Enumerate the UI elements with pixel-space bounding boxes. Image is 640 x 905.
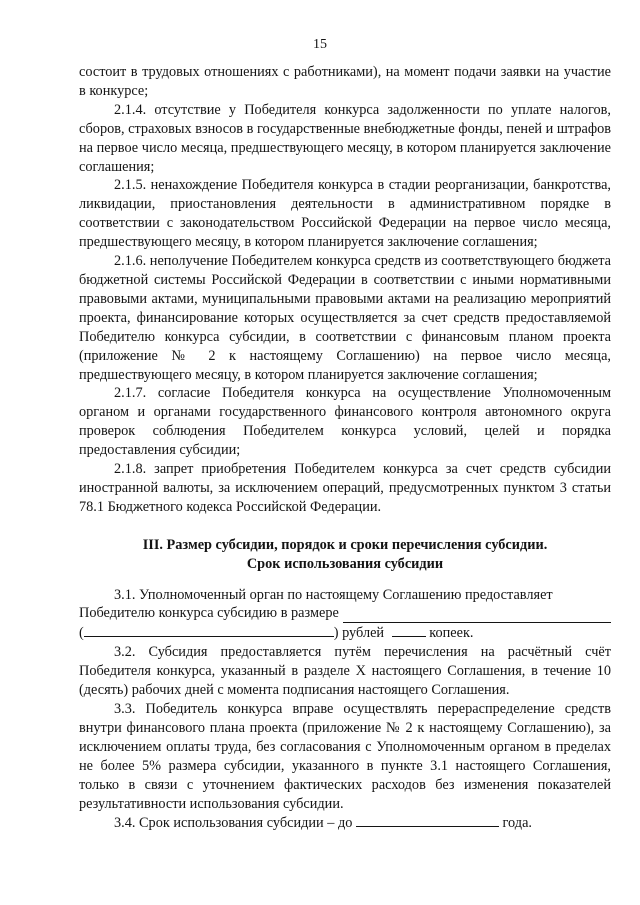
- paragraph-2-1-5: 2.1.5. ненахождение Победителя конкурса в стадии реорганизации, банкротства, ликвидации, приостановления деятельности в административном порядке в соответствии с законодательством Российской Федерации на первое число месяца, предшествующего месяцу, в котором планируется заключение соглашения;: [79, 177, 611, 251]
- year-label: года.: [502, 815, 532, 832]
- paragraph-3-1: 3.1. Уполномоченный орган по настоящему Соглашению предоставляет: [114, 586, 553, 603]
- paragraph-continuation: состоит в трудовых отношениях с работниками), на момент подачи заявки на участие в конкурсе;: [79, 64, 611, 99]
- paragraph-3-2: 3.2. Субсидия предоставляется путём перечисления на расчётный счёт Победителя конкурса, указанный в разделе X настоящего Соглашения, в течение 10 (десять) рабочих дней с момента подписания настоящего Соглашения.: [79, 644, 611, 699]
- paragraph-2-1-4: 2.1.4. отсутствие у Победителя конкурса задолженности по уплате налогов, сборов, страховых взносов в государственные внебюджетные фонды, пеней и штрафов на первое число месяца, предшествующего месяцу, в котором планируется заключение соглашения;: [79, 101, 611, 175]
- paragraph-2-1-6: 2.1.6. неполучение Победителем конкурса средств из соответствующего бюджета бюджетной системы Российской Федерации в соответствии с иными нормативными правовыми актами, муниципальными правовыми актами на реализацию мероприятий проекта, финансирование которых осуществляется за счет средств предоставляемой Победителю конкурса субсидии, в соответствии с финансовым планом проекта (приложение № 2 к настоящему Соглашению) на первое число месяца, предшествующего месяцу, в котором планируется заключение соглашения;: [79, 253, 611, 383]
- term-date-blank[interactable]: [356, 813, 499, 827]
- open-paren: (: [79, 625, 84, 642]
- subsidy-amount-line: [79, 604, 611, 623]
- paragraph-2-1-7: 2.1.7. согласие Победителя конкурса на осуществление Уполномоченным органом и органами государственного финансового контроля автономного округа проверок соблюдения Победителем конкурса условий, целей и порядка предоставления субсидии;: [79, 385, 611, 459]
- subsidy-amount-blank[interactable]: [343, 609, 611, 623]
- paragraph-2-1-8: 2.1.8. запрет приобретения Победителем конкурса за счет средств субсидии иностранной валюты, за исключением операций, предусмотренных пунктом 3 статьи 78.1 Бюджетного кодекса Российской Федерации.: [79, 461, 611, 515]
- subsidy-amount-label: Победителю конкурса субсидию в размере: [79, 605, 339, 622]
- paragraph-3-3: 3.3. Победитель конкурса вправе осуществлять перераспределение средств внутри финансового плана проекта (приложение № 2 к настоящему Соглашению), за исключением оплаты труда, без согласования с Уполномоченным органом в пределах не более 5% размера субсидии, указанного в пункте 3.1 настоящего Соглашения, только в связи с уточнением фактических расходов без изменения показателей результативности использования субсидии.: [79, 701, 611, 812]
- subsidy-amount-words-blank[interactable]: [84, 623, 334, 637]
- document-body: [79, 63, 611, 833]
- section-3-heading: [79, 536, 611, 574]
- section-3-heading-line2: Срок использования субсидии: [246, 555, 444, 572]
- kopecks-label: копеек.: [429, 625, 474, 642]
- term-label: 3.4. Срок использования субсидии – до: [114, 815, 353, 832]
- page-number: 15: [313, 37, 327, 52]
- rubles-label: ) рублей: [333, 625, 385, 642]
- section-3-heading-line1: III. Размер субсидии, порядок и сроки перечисления субсидии.: [142, 536, 548, 553]
- paragraph-3-4: [79, 813, 611, 833]
- subsidy-amount-words-line: [79, 623, 611, 643]
- kopecks-blank[interactable]: [392, 623, 426, 637]
